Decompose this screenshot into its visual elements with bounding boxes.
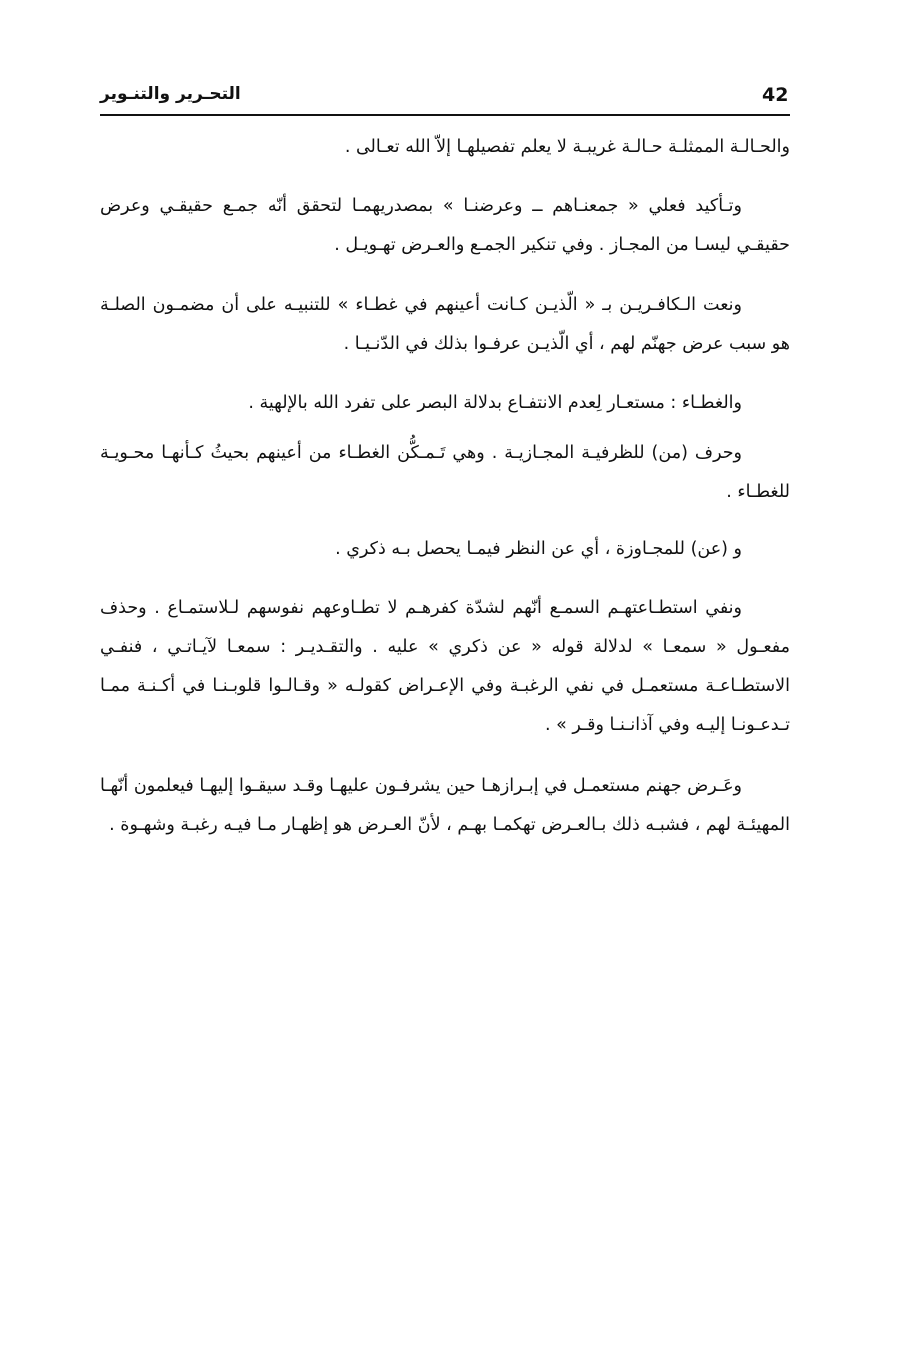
paragraph-7: ونفي استطـاعتهـم السمـع أنّهم لشدّة كفرهـم لا تطـاوعهم نفوسهم لـلاستمـاع . وحذف مفعـول « سمعـا » لدلالة قوله « عن ذكري » عليه . والتقـديـر : سمعـا لآيـاتـي ، فنفـي الاستطـاعـة مستعمـل في نفي الرغبـة وفي الإعـراض كقولـه « وقـالـوا قلوبـنـا في أكـنـة ممـا تـدعـونـا إليـه وفي آذانـنـا وقـر » . [100, 598, 790, 735]
body-text [100, 128, 790, 845]
paragraph-4: والغطـاء : مستعـار لِعدم الانتفـاع بدلالة البصر على تفرد الله بالإلهية . [248, 393, 742, 413]
running-title: التحـرير والتنـوير [100, 84, 241, 104]
page-number: 42 [762, 84, 789, 106]
running-header [100, 84, 790, 114]
paragraph-1: والحـالـة الممثلـة حـالـة غريبـة لا يعلم تفصيلهـا إلاّ الله تعـالى . [344, 137, 790, 157]
paragraph-8: وعَـرض جهنم مستعمـل في إبـرازهـا حين يشرفـون عليهـا وقـد سيقـوا إليهـا فيعلمون أنّهـا المهيئـة لهم ، فشبـه ذلك بـالعـرض تهكمـا بهـم ، لأنّ العـرض هو إظهـار مـا فيـه رغبـة وشهـوة . [100, 776, 790, 835]
header-rule [100, 114, 790, 116]
paragraph-3: ونعت الـكافـريـن بـ « الّذيـن كـانت أعينهم في غطـاء » للتنبيـه على أن مضمـون الصلـة هو سبب عرض جهنّم لهم ، أي الّذيـن عرفـوا بذلك في الدّنـيـا . [100, 295, 790, 354]
paragraph-6: و (عن) للمجـاوزة ، أي عن النظر فيمـا يحصل بـه ذكري . [335, 539, 742, 559]
paragraph-2: وتـأكيد فعلي « جمعنـاهم ــ وعرضنـا » بمصدريهمـا لتحقق أنّه جمـع حقيقـي وعرض حقيقـي ليسـا من المجـاز . وفي تنكير الجمـع والعـرض تهـويـل . [100, 196, 790, 255]
paragraph-5: وحرف (من) للظرفيـة المجـازيـة . وهي تَـمـكُّن الغطـاء من أعينهم بحيثُ كـأنهـا محـويـة للغطـاء . [100, 443, 790, 502]
